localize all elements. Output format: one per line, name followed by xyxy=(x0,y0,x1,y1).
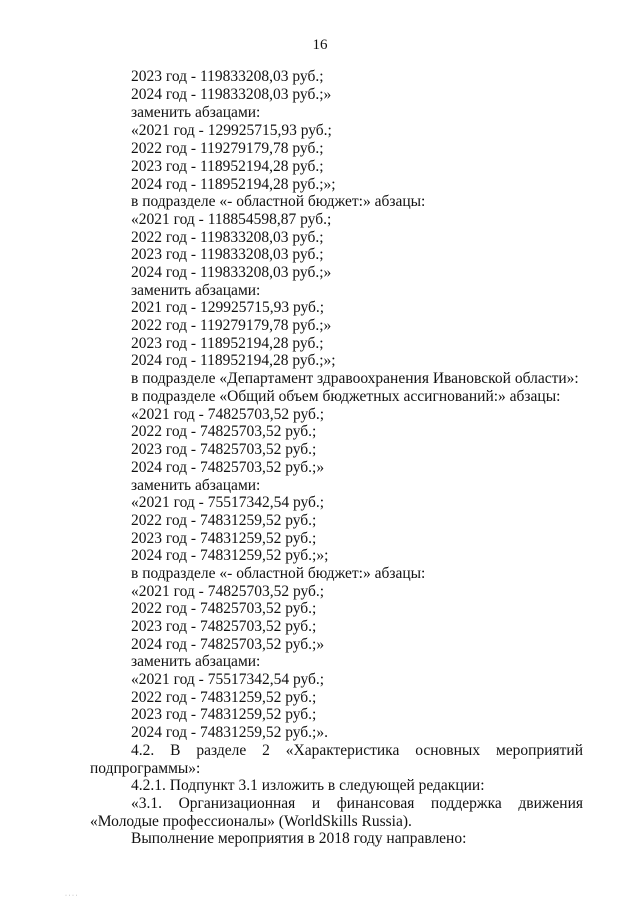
text-line: 2024 год - 118952194,28 руб.;»; xyxy=(131,352,336,369)
text-line: 4.2. В разделе 2 «Характеристика основных мероприятий xyxy=(131,742,583,759)
text-line: «2021 год - 129925715,93 руб.; xyxy=(131,122,332,139)
text-line: «2021 год - 75517342,54 руб.; xyxy=(131,671,325,688)
text-line: заменить абзацами: xyxy=(131,653,261,670)
text-line: подпрограммы»: xyxy=(90,760,201,777)
text-line: 2024 год - 119833208,03 руб.;» xyxy=(131,86,332,103)
text-line: 2023 год - 118952194,28 руб.; xyxy=(131,158,324,175)
text-line: 2022 год - 74825703,52 руб.; xyxy=(131,600,317,617)
text-line: 2022 год - 119279179,78 руб.; xyxy=(131,140,324,157)
text-line: в подразделе «- областной бюджет:» абзацы: xyxy=(131,565,426,582)
text-line: «3.1. Организационная и финансовая поддержка движения xyxy=(131,795,583,812)
text-line: 2023 год - 119833208,03 руб.; xyxy=(131,68,324,85)
scan-artifact: · · · · xyxy=(65,893,78,899)
text-line: 2022 год - 74831259,52 руб.; xyxy=(131,512,317,529)
text-line: 2024 год - 119833208,03 руб.;» xyxy=(131,264,332,281)
text-line: в подразделе «- областной бюджет:» абзацы: xyxy=(131,193,426,210)
text-line: 2023 год - 74825703,52 руб.; xyxy=(131,618,317,635)
text-line: заменить абзацами: xyxy=(131,282,261,299)
text-line: заменить абзацами: xyxy=(131,104,261,121)
text-line: 2024 год - 74831259,52 руб.;»; xyxy=(131,547,329,564)
text-line: 2023 год - 74825703,52 руб.; xyxy=(131,441,317,458)
text-line: 2024 год - 74825703,52 руб.;» xyxy=(131,636,325,653)
page-number: 16 xyxy=(312,37,328,53)
text-line: 2023 год - 119833208,03 руб.; xyxy=(131,246,324,263)
text-line: Выполнение мероприятия в 2018 году направлено: xyxy=(131,830,467,847)
text-line: в подразделе «Департамент здравоохранения Ивановской области»: xyxy=(131,370,579,387)
text-line: 2023 год - 74831259,52 руб.; xyxy=(131,706,317,723)
text-line: 2022 год - 119279179,78 руб.;» xyxy=(131,317,332,334)
text-line: 2021 год - 129925715,93 руб.; xyxy=(131,299,325,316)
text-line: «2021 год - 75517342,54 руб.; xyxy=(131,494,325,511)
text-line: «Молодые профессионалы» (WorldSkills Russia). xyxy=(90,813,412,830)
text-line: 2022 год - 74825703,52 руб.; xyxy=(131,423,317,440)
text-line: «2021 год - 118854598,87 руб.; xyxy=(131,211,332,228)
text-line: «2021 год - 74825703,52 руб.; xyxy=(131,583,325,600)
text-line: 2022 год - 119833208,03 руб.; xyxy=(131,229,324,246)
text-line: заменить абзацами: xyxy=(131,477,261,494)
text-line: в подразделе «Общий объем бюджетных ассигнований:» абзацы: xyxy=(131,388,561,405)
text-line: 4.2.1. Подпункт 3.1 изложить в следующей редакции: xyxy=(131,777,485,794)
text-line: 2024 год - 74831259,52 руб.;». xyxy=(131,724,328,741)
text-line: 2024 год - 118952194,28 руб.;»; xyxy=(131,176,336,193)
text-line: 2024 год - 74825703,52 руб.;» xyxy=(131,459,325,476)
text-line: 2023 год - 118952194,28 руб.; xyxy=(131,335,324,352)
text-line: «2021 год - 74825703,52 руб.; xyxy=(131,406,325,423)
text-line: 2023 год - 74831259,52 руб.; xyxy=(131,530,317,547)
text-line: 2022 год - 74831259,52 руб.; xyxy=(131,689,317,706)
